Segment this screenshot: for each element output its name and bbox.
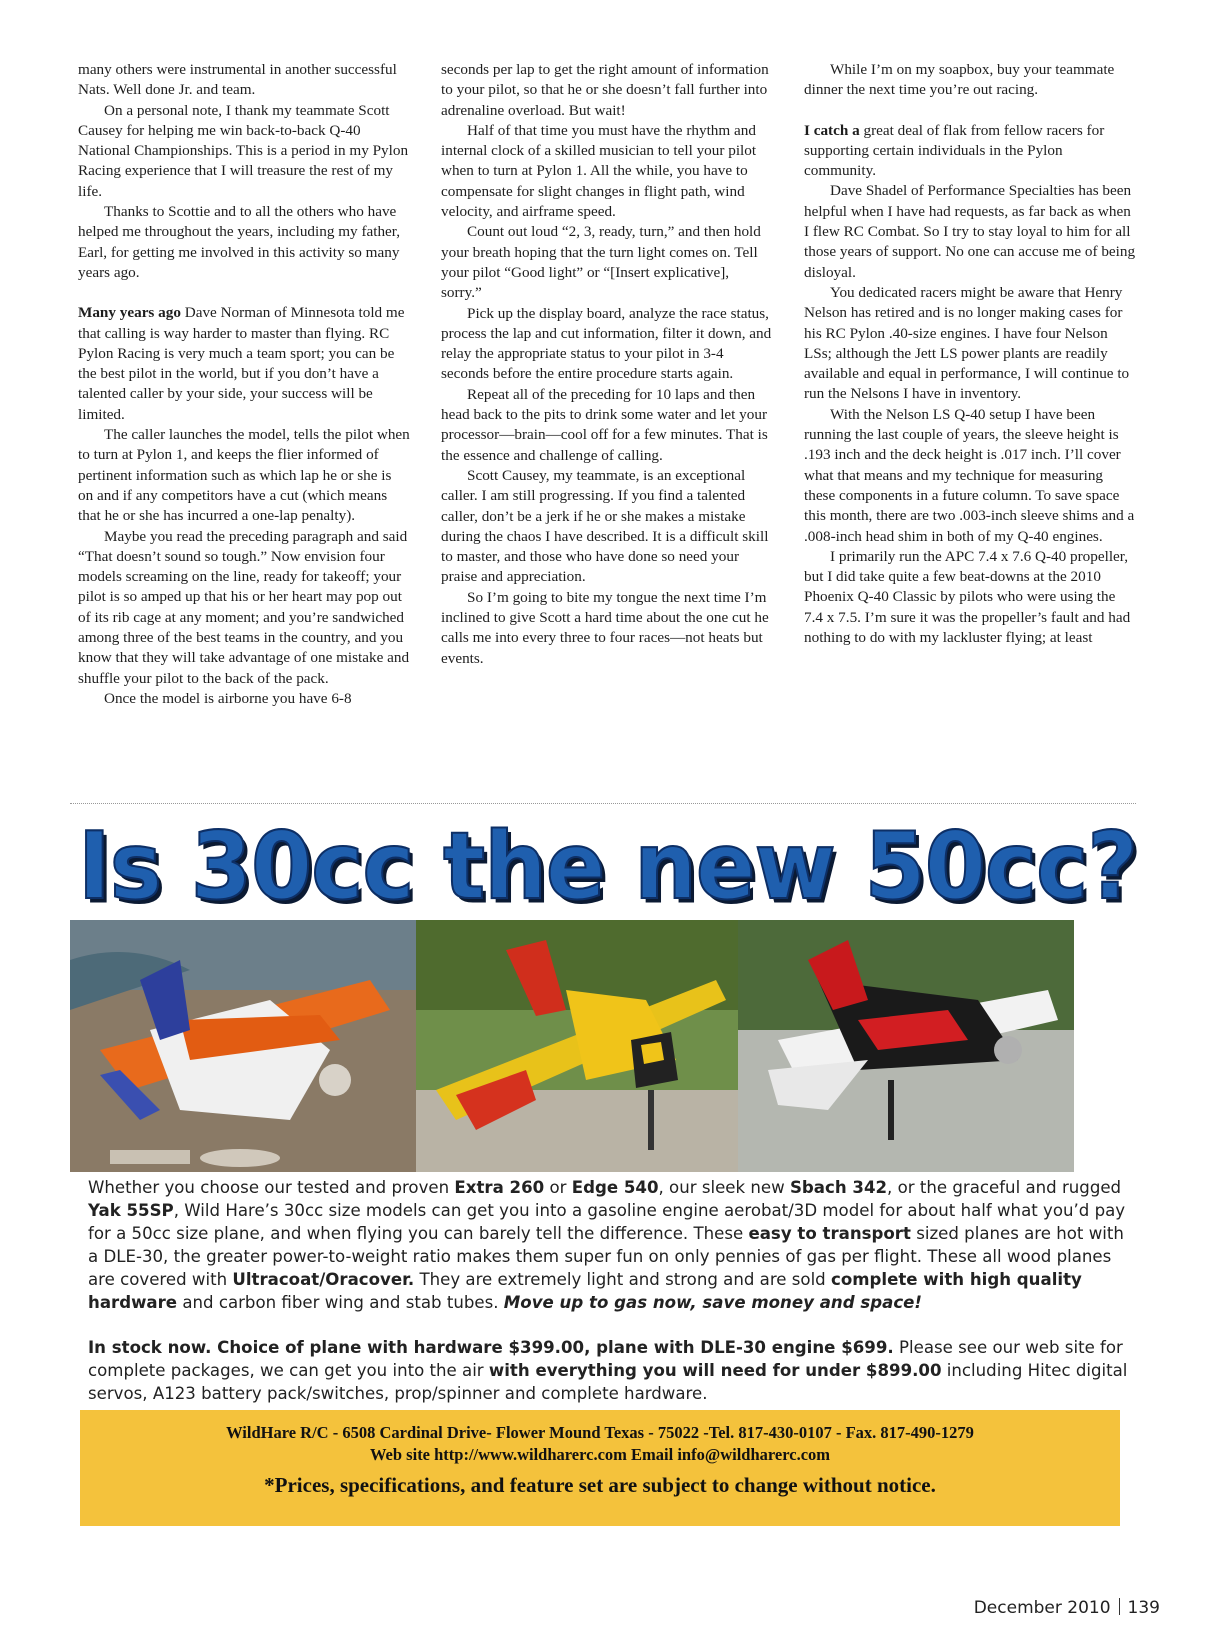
article-paragraph: seconds per lap to get the right amount of information to your pilot, so that he or she doesn’t fall further into adrenaline overload. But wait! — [441, 61, 769, 119]
ad-emphasis: easy to transport — [748, 1224, 911, 1243]
section-divider — [70, 803, 1136, 804]
page-number: 139 — [1127, 1598, 1160, 1618]
ad-photo-strip — [70, 920, 1136, 1172]
photo-yellow-plane — [416, 920, 738, 1172]
ad-contact-box — [80, 1410, 1120, 1526]
article-paragraph: So I’m going to bite my tongue the next time I’m inclined to give Scott a hard time about the one cut he calls me into every three to four races—not heats but events. — [441, 588, 769, 667]
page-folio — [974, 1598, 1160, 1618]
issue-date: December 2010 — [973, 1598, 1111, 1618]
article-paragraph: The caller launches the model, tells the pilot when to turn at Pylon 1, and keeps the flier informed of pertinent information such as which lap he or she is on and if any competitors have a cut (which means that he or she has incurred a one-lap penalty). — [78, 426, 410, 525]
photo-orange-plane — [70, 920, 416, 1172]
article-paragraph: I catch a great deal of flak from fellow racers for supporting certain individuals in the Pylon community. — [804, 121, 1105, 180]
folio-separator — [1119, 1598, 1120, 1615]
article-paragraph: Repeat all of the preceding for 10 laps and then head back to the pits to drink some water and let your processor—brain—cool off for a few minutes. That is the essence and challenge of calling. — [441, 385, 768, 464]
article-paragraph: You dedicated racers might be aware that Henry Nelson has retired and is no longer making cases for his RC Pylon .40-size engines. I have four Nelson LSs; although the Jett LS power plants are readily available and equal in performance, I will continue to run the Nelsons I have in inventory. — [804, 283, 1130, 403]
ad-emphasis: Yak 55SP — [88, 1201, 174, 1220]
ad-emphasis: Sbach 342 — [789, 1178, 888, 1197]
ad-copy — [88, 1176, 1128, 1405]
article-column-1 — [78, 60, 410, 800]
ad-paragraph-2: In stock now. Choice of plane with hardware $399.00, plane with DLE-30 engine $699. Please see our web site for complete packages, we can get you into the air with everything you will need for under $899.00 including Hitec digital servos, A123 battery pack/switches, prop/spinner and complete hardware. — [88, 1338, 1128, 1403]
photo-red-black-plane — [738, 920, 1074, 1172]
article-paragraph: On a personal note, I thank my teammate Scott Causey for helping me win back-to-back Q-40 National Championships. This is a period in my Pylon Racing experience that I will treasure the rest of my life. — [78, 101, 409, 200]
article-body — [78, 60, 1136, 800]
article-column-2 — [441, 60, 773, 800]
article-paragraph: Thanks to Scottie and to all the others who have helped me throughout the years, including my father, Earl, for getting me involved in this activity so many years ago. — [78, 203, 401, 281]
article-paragraph: Many years ago Dave Norman of Minnesota told me that calling is way harder to master than flying. RC Pylon Racing is very much a team sport; you can be the best pilot in the world, but if you don’t have a talented caller by your side, your success will be limited. — [78, 304, 405, 423]
article-column-3 — [804, 60, 1136, 800]
ad-paragraph-1: Whether you choose our tested and proven Extra 260 or Edge 540, our sleek new Sbach 342, or the graceful and rugged Yak 55SP, Wild Hare’s 30cc size models can get you into a gasoline engine aerobat/3D model for about half what you’d pay for a 50cc size plane, and when flying you can barely tell the difference. These easy to transport sized planes are hot with a DLE-30, the greater power-to-weight ratio makes them super fun on only pennies of gas per flight. These all wood planes are covered with Ultracoat/Oracover. They are extremely light and strong and are sold complete with high quality hardware and carbon fiber wing and stab tubes. Move up to gas now, save money and space! — [88, 1178, 1126, 1312]
ad-emphasis: complete with high quality hardware — [88, 1270, 1082, 1312]
article-paragraph: Dave Shadel of Performance Specialties has been helpful when I have had requests, as far back as when I flew RC Combat. So I try to stay loyal to him for all those years of support. No one can accuse me of being disloyal. — [804, 182, 1136, 281]
ad-emphasis: Move up to gas now, save money and space! — [503, 1293, 922, 1312]
ad-emphasis: with everything you will need for under $899.00 — [488, 1361, 942, 1380]
ad-emphasis: Ultracoat/Oracover. — [232, 1270, 415, 1289]
ad-emphasis: In stock now. Choice of plane with hardware $399.00, plane with DLE-30 engine $699. — [88, 1338, 894, 1357]
article-paragraph: While I’m on my soapbox, buy your teammate dinner the next time you’re out racing. — [804, 61, 1115, 99]
article-paragraph: Pick up the display board, analyze the race status, process the lap and cut information, filter it down, and relay the appropriate status to your pilot in 3-4 seconds before the entire procedure starts again. — [441, 304, 772, 383]
ad-emphasis: Extra 260 — [454, 1178, 545, 1197]
contact-web: Web site http://www.wildharerc.com Email info@wildharerc.com — [369, 1445, 831, 1464]
article-paragraph: many others were instrumental in another successful Nats. Well done Jr. and team. — [78, 61, 397, 99]
article-paragraph: Count out loud “2, 3, ready, turn,” and then hold your breath hoping that the turn light comes on. Tell your pilot “Good light” or “[Insert explicative], sorry.” — [441, 223, 761, 302]
ad-emphasis: Edge 540 — [571, 1178, 659, 1197]
contact-address: WildHare R/C - 6508 Cardinal Drive- Flower Mound Texas - 75022 -Tel. 817-430-0107 - Fax. 817-490-1279 — [226, 1423, 974, 1442]
section-lead-in: I catch a — [804, 121, 860, 139]
advertisement — [70, 812, 1136, 1564]
article-paragraph: I primarily run the APC 7.4 x 7.6 Q-40 propeller, but I did take quite a few beat-downs at the 2010 Phoenix Q-40 Classic by pilots who were using the 7.4 x 7.5. I’m sure it was the propeller’s fault and had nothing to do with my lackluster flying; at least — [804, 547, 1131, 647]
price-disclaimer: *Prices, specifications, and feature set are subject to change without notice. — [264, 1473, 936, 1497]
article-paragraph: Maybe you read the preceding paragraph and said “That doesn’t sound so tough.” Now envision four models screaming on the line, ready for takeoff; your pilot is so amped up that his or her heart may pop out of its rib cage at any moment; and you’re sandwiched among three of the best teams in the country, and you know that they will take advantage of one mistake and shuffle your pilot to the back of the pack. — [78, 527, 410, 687]
section-lead-in: Many years ago — [78, 304, 181, 322]
article-paragraph: Once the model is airborne you have 6-8 — [104, 689, 352, 707]
article-paragraph: Half of that time you must have the rhythm and internal clock of a skilled musician to tell your pilot when to turn at Pylon 1. All the while, you have to compensate for slight changes in flight path, wind velocity, and airframe speed. — [441, 121, 757, 221]
article-paragraph: Scott Causey, my teammate, is an exceptional caller. I am still progressing. If you find a talented caller, don’t be a jerk if he or she makes a mistake during the chaos I have described. It is a difficult skill to master, and those who have done so need your praise and appreciation. — [441, 466, 769, 586]
ad-headline: Is 30cc the new 50cc? — [78, 812, 1138, 921]
article-paragraph: With the Nelson LS Q-40 setup I have been running the last couple of years, the sleeve height is .193 inch and the deck height is .017 inch. I’ll cover what that means and my technique for measuring these components in a future column. To save space this month, there are two .003-inch sleeve shims and a .008-inch head shim in both of my Q-40 engines. — [804, 405, 1135, 545]
